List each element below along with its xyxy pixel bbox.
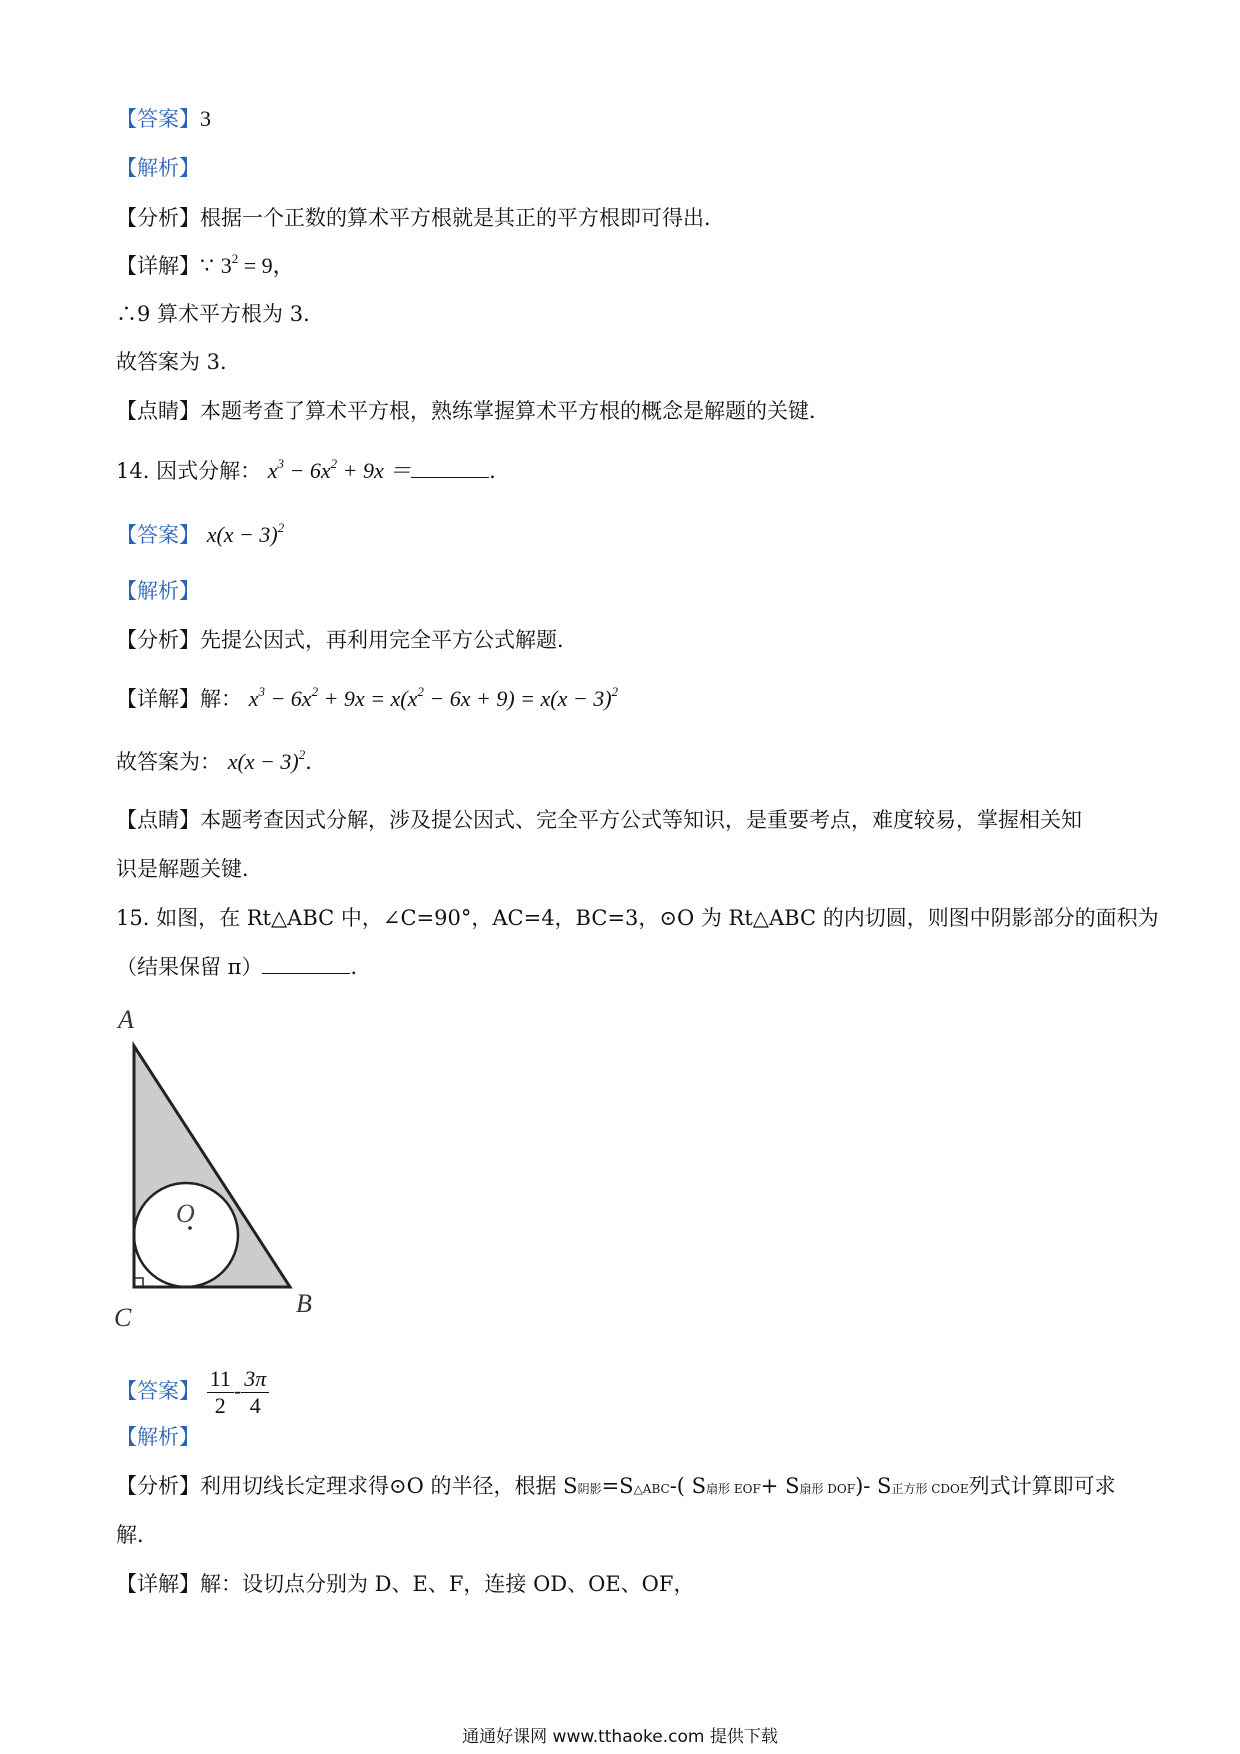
xiangjie-line-13 [116,251,295,281]
page-footer: 通通好课网 www.tthaoke.com 提供下载 [462,1727,778,1747]
math-expression: $3^2 = 9$， [220,251,295,278]
jiexi-tag: 【解析】 [116,579,200,603]
fenxi-line-15-cont: 解． [116,1523,158,1547]
answer-expression: $x(x - 3)^2$ [206,520,285,547]
question-14: 14. 因式分解： $x^3 - 6x^2 + 9x$ ＝ ． [116,456,511,483]
dianjing-text: 本题考查了算术平方根，熟练掌握算术平方根的概念是解题的关键． [200,399,830,423]
answer-line-13 [116,104,211,134]
xiangjie-line-14 [116,684,618,714]
jiexi-line-14 [116,576,200,606]
because-symbol: ∵ [200,253,214,278]
jiexi-tag: 【解析】 [116,156,200,180]
xiangjie-prefix: 解： [200,687,242,711]
xiangjie-tag: 【详解】 [116,254,200,278]
fenxi-text: 根据一个正数的算术平方根就是其正的平方根即可得出． [200,206,725,230]
dianjing-line-14-cont: 识是解题关键． [116,857,263,881]
answer-blank [262,953,350,974]
vertex-label-b: B [296,1289,312,1318]
vertex-label-c: C [114,1303,132,1332]
answer-blank [411,457,489,478]
fenxi-line-15: 【分析】利用切线长定理求得⊙O 的半径，根据 S阴影=S△ABC-( S扇形 EOF+ S扇形 DOF)- S正方形 CDOE列式计算即可求 [116,1474,1116,1498]
xiangjie-tag: 【详解】 [116,1572,200,1596]
dianjing-tag: 【点睛】 [116,808,200,832]
jiexi-line-13 [116,153,200,183]
xiangjie-text: 解：设切点分别为 D、E、F，连接 OD、OE、OF， [200,1572,695,1596]
answer-tag: 【答案】 [116,1379,200,1403]
center-label-o: O [176,1199,195,1228]
conclusion-line-13: 故答案为 3． [116,350,242,374]
question-15-line2: （结果保留 π） ． [116,955,372,979]
incircle-triangle-figure [112,1000,332,1340]
answer-tag: 【答案】 [116,523,200,547]
question-15-line1: 15. 如图，在 Rt△ABC 中，∠C=90°，AC=4，BC=3，⊙O 为 Rt△ABC 的内切圆，则图中阴影部分的面积为 [116,906,1159,930]
vertex-label-a: A [118,1005,134,1034]
dianjing-tag: 【点睛】 [116,399,200,423]
fenxi-tag: 【分析】 [116,1474,200,1498]
dianjing-text: 本题考查因式分解，涉及提公因式、完全平方公式等知识，是重要考点，难度较易，掌握相关知 [200,808,1082,832]
jiexi-line-15 [116,1422,200,1452]
fraction-1: $\frac{11}{2}$ [207,1366,234,1419]
fenxi-text: 先提公因式，再利用完全平方公式解题． [200,628,578,652]
fenxi-tag: 【分析】 [116,206,200,230]
conclusion-line-14: 故答案为： $x(x - 3)^2$． [116,747,327,774]
fraction-2: $\frac{3\pi}{4}$ [241,1366,269,1419]
fenxi-line-14 [116,625,578,655]
fenxi-tag: 【分析】 [116,628,200,652]
question-number: 14. 因式分解： [116,459,262,483]
fenxi-line-13 [116,203,725,233]
therefore-line-13: ∴9 算术平方根为 3． [116,302,325,326]
xiangjie-tag: 【详解】 [116,687,200,711]
conclusion-expression: $x(x - 3)^2$ [227,747,306,774]
answer-line-14 [116,520,284,550]
answer-tag: 【答案】 [116,107,200,131]
dianjing-line-13 [116,396,830,426]
xiangjie-line-15 [116,1569,694,1599]
answer-line-15 [116,1363,269,1419]
question-expression: $x^3 - 6x^2 + 9x$ ＝ [267,456,412,483]
jiexi-tag: 【解析】 [116,1425,200,1449]
answer-value: 3 [200,106,211,131]
dianjing-line-14 [116,805,1082,835]
minus-sign: - [233,1378,242,1403]
math-expression: $x^3 - 6x^2 + 9x = x(x^2 - 6x + 9) = x(x - 3)^2$ [248,684,619,711]
